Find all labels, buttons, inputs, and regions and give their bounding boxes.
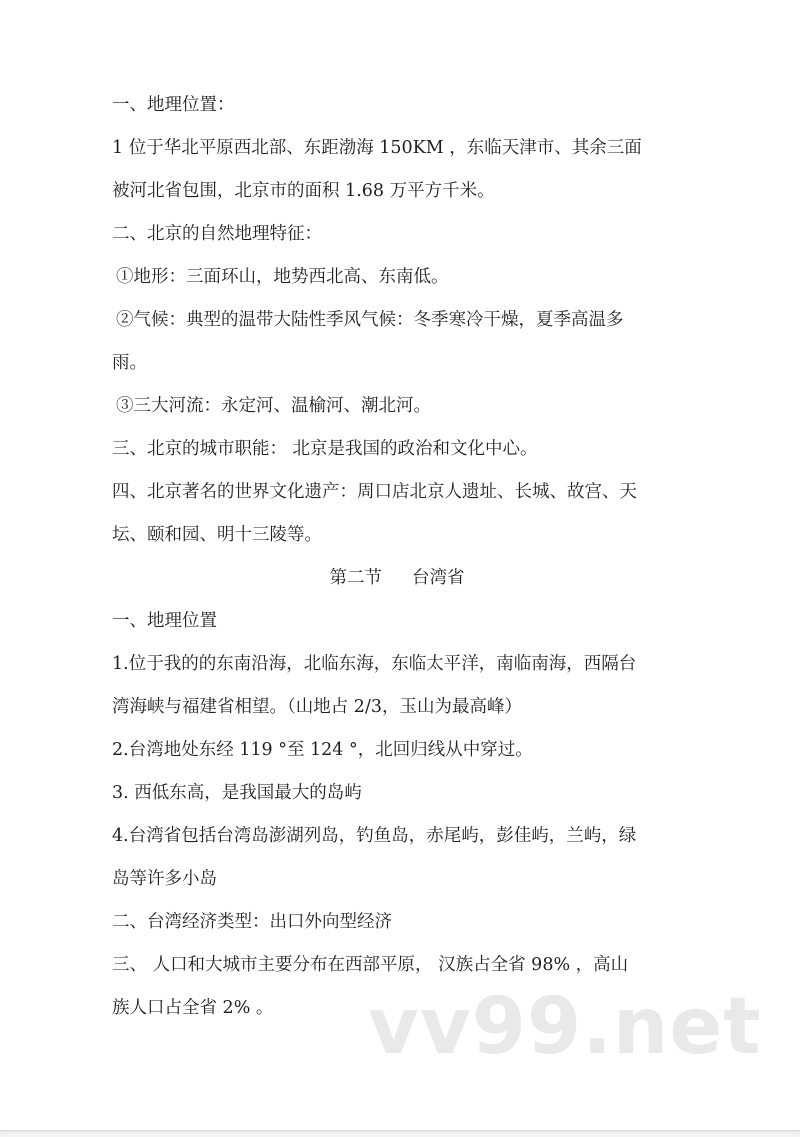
heading-taiwan-economy: 二、台湾经济类型：出口外向型经济 [112, 912, 392, 932]
text-line: 4.台湾省包括台湾岛澎湖列岛，钓鱼岛，赤尾屿，彭佳屿，兰屿，绿 [112, 826, 637, 846]
heading-taiwan-location: 一、地理位置 [112, 611, 217, 631]
document-body [112, 84, 690, 1030]
section-name: 台湾省 [412, 568, 465, 588]
text-line: 坛、颐和园、明十三陵等。 [112, 525, 322, 545]
text-line: 1 位于华北平原西北部、东距渤海 150KM ，东临天津市、其余三面 [112, 138, 642, 158]
text-line: 雨。 [112, 353, 147, 373]
heading-taiwan-population: 三、 人口和大城市主要分布在西部平原， 汉族占全省 98% ，高山 [112, 955, 629, 975]
text-line: 被河北省包围，北京市的面积 1.68 万平方千米。 [112, 181, 495, 201]
text-line: 湾海峡与福建省相望。（山地占 2/3，玉山为最高峰） [112, 697, 522, 717]
watermark: vv99.net [368, 982, 762, 1072]
heading-location: 一、地理位置： [112, 95, 235, 115]
section-title [112, 557, 690, 600]
text-line: 族人口占全省 2% 。 [112, 998, 274, 1018]
heading-world-heritage: 四、北京著名的世界文化遗产：周口店北京人遗址、长城、故宫、天 [112, 482, 637, 502]
section-number: 第二节 [329, 568, 382, 588]
heading-city-functions: 三、北京的城市职能： 北京是我国的政治和文化中心。 [112, 439, 538, 459]
text-line-terrain: ①地形：三面环山，地势西北高、东南低。 [116, 267, 449, 287]
text-line-rivers: ③三大河流：永定河、温榆河、潮北河。 [116, 396, 431, 416]
text-line: 岛等许多小岛 [112, 869, 217, 889]
heading-natural-features: 二、北京的自然地理特征： [112, 224, 322, 244]
text-line: 1.位于我的的东南沿海，北临东海，东临太平洋，南临南海，西隔台 [112, 654, 637, 674]
text-line: 3. 西低东高，是我国最大的岛屿 [112, 783, 362, 803]
text-line-climate: ②气候：典型的温带大陆性季风气候：冬季寒冷干燥，夏季高温多 [116, 310, 624, 330]
text-line: 2.台湾地处东经 119 °至 124 °，北回归线从中穿过。 [112, 740, 533, 760]
